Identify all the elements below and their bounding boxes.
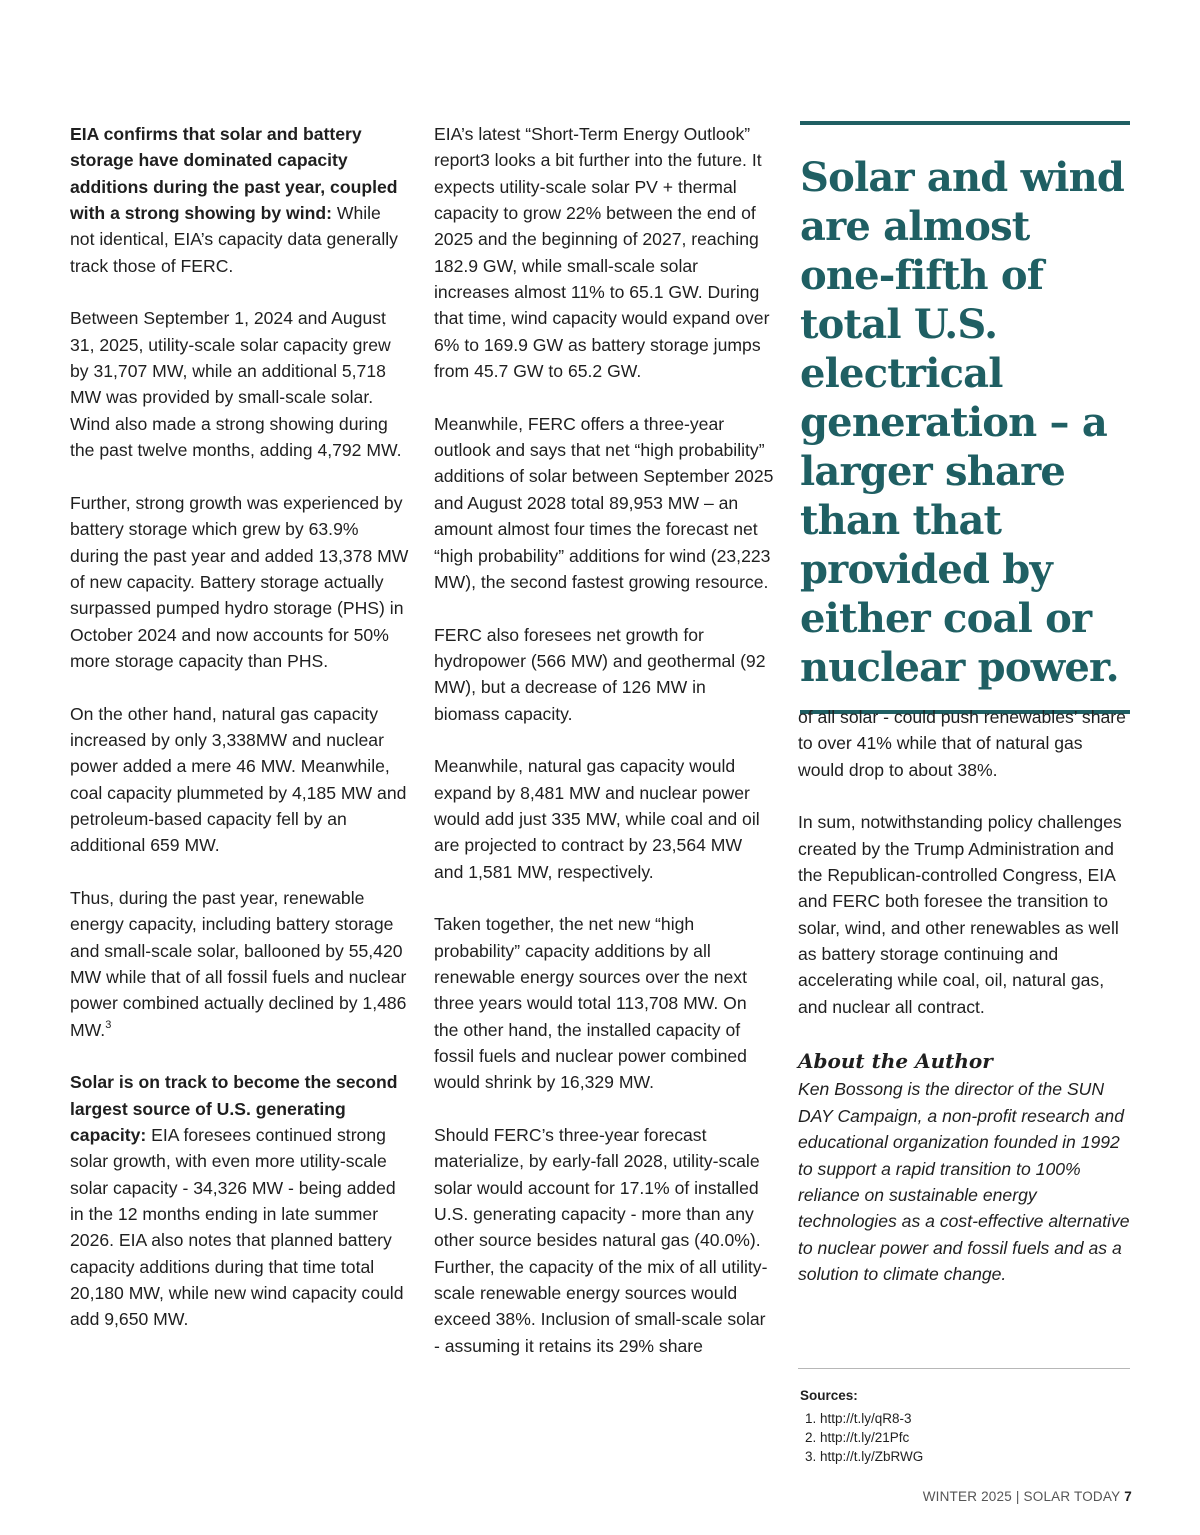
paragraph-text: Thus, during the past year, renewable energy capacity, including battery storage and small-scale solar, ballooned by 55,420 MW while that of all fossil fuels and nuclear power combined actually declined by 1,486 MW. — [70, 887, 407, 1040]
paragraph: In sum, notwithstanding policy challenges created by the Trump Administration and the Republican-controlled Congress, EIA and FERC both foresee the transition to solar, wind, and other renewables as well as battery storage continuing and accelerating while coal, oil, natural gas, and nuclear all contract. — [798, 812, 1122, 1017]
source-link[interactable]: 3. http://t.ly/ZbRWG — [820, 1447, 1130, 1466]
paragraph: Meanwhile, FERC offers a three-year outlook and says that net “high probability” additions of solar between September 2025 and August 2028 total 89,953 MW – an amount almost four times the forecast net “high probability” additions for wind (23,223 MW), the second fastest growing resource. — [434, 413, 774, 592]
sources-divider — [798, 1368, 1130, 1369]
page-number: 7 — [1124, 1489, 1132, 1504]
paragraph: FERC also foresees net growth for hydropower (566 MW) and geothermal (92 MW), but a decrease of 126 MW in biomass capacity. — [434, 624, 766, 724]
about-author-heading: About the Author — [798, 1049, 993, 1074]
pull-quote — [800, 121, 1130, 714]
paragraph: Between September 1, 2024 and August 31, 2025, utility-scale solar capacity grew by 31,707 MW, while an additional 5,718 MW was provided by small-scale solar. Wind also made a strong showing during the past twelve months, adding 4,792 MW. — [70, 308, 402, 461]
paragraph: Meanwhile, natural gas capacity would expand by 8,481 MW and nuclear power would add just 335 MW, while coal and oil are projected to contract by 23,564 MW and 1,581 MW, respectively. — [434, 756, 760, 882]
right-column — [798, 704, 1133, 1314]
paragraph: EIA’s latest “Short-Term Energy Outlook” report3 looks a bit further into the future. It expects utility-scale solar PV + thermal capacity to grow 22% between the end of 2025 and the beginning of 2027, reaching 182.9 GW, while small-scale solar increases almost 11% to 65.1 GW. During that time, wind capacity would expand over 6% to 169.9 GW as battery storage jumps from 45.7 GW to 65.2 GW. — [434, 124, 770, 382]
paragraph: of all solar - could push renewables’ share to over 41% while that of natural gas would drop to about 38%. — [798, 707, 1126, 780]
paragraph: Should FERC’s three-year forecast materialize, by early-fall 2028, utility-scale solar would account for 17.1% of installed U.S. generating capacity - more than any other source besides natural gas (40.0%). Further, the capacity of the mix of all utility-scale renewable energy sources would exceed 38%. Inclusion of small-scale solar - assuming it retains its 29% share — [434, 1125, 768, 1356]
sources-list — [800, 1409, 1130, 1466]
paragraph-lead: EIA confirms that solar and battery storage have dominated capacity additions during the past year, coupled with a strong showing by wind: — [70, 124, 398, 224]
middle-column — [434, 121, 774, 1386]
sources-title: Sources: — [800, 1388, 858, 1403]
footer-label: WINTER 2025 | SOLAR TODAY — [922, 1489, 1121, 1504]
left-column — [70, 121, 410, 1359]
paragraph: Further, strong growth was experienced by battery storage which grew by 63.9% during the past year and added 13,378 MW of new capacity. Battery storage actually surpassed pumped hydro storage (PHS) in October 2024 and now accounts for 50% more storage capacity than PHS. — [70, 492, 409, 671]
paragraph — [70, 885, 410, 1043]
paragraph-text: While not identical, EIA’s capacity data generally track those of FERC. — [70, 203, 398, 276]
footnote-ref: 3 — [105, 1018, 112, 1031]
paragraph: Taken together, the net new “high probability” capacity additions by all renewable energy sources over the next three years would total 113,708 MW. On the other hand, the installed capacity of fossil fuels and nuclear power combined would shrink by 16,329 MW. — [434, 914, 747, 1093]
pull-quote-text: Solar and wind are almost one-fifth of total U.S. electrical generation – a larger share than that provided by either coal or nuclear power. — [800, 154, 1125, 691]
sources — [800, 1386, 1130, 1466]
source-link[interactable]: 2. http://t.ly/21Pfc — [820, 1428, 1130, 1447]
about-author-text: Ken Bossong is the director of the SUN DAY Campaign, a non-profit research and educational organization founded in 1992 to support a rapid transition to 100% reliance on sustainable energy technologies as a cost-effective alternative to nuclear power and fossil fuels and as a solution to climate change. — [798, 1079, 1130, 1284]
page-footer — [923, 1489, 1132, 1504]
paragraph — [70, 1069, 410, 1332]
paragraph — [70, 121, 410, 279]
paragraph: On the other hand, natural gas capacity increased by only 3,338MW and nuclear power added a mere 46 MW. Meanwhile, coal capacity plummeted by 4,185 MW and petroleum-based capacity fell by an additional 659 MW. — [70, 703, 407, 856]
paragraph-lead: Solar is on track to become the second largest source of U.S. generating capacity: — [70, 1072, 398, 1146]
paragraph-text: EIA foresees continued strong solar growth, with even more utility-scale solar capacity - 34,326 MW - being added in the 12 months ending in late summer 2026. EIA also notes that planned battery capacity additions during that time total 20,180 MW, while new wind capacity could add 9,650 MW. — [70, 1125, 404, 1330]
source-link[interactable]: 1. http://t.ly/qR8-3 — [820, 1409, 1130, 1428]
